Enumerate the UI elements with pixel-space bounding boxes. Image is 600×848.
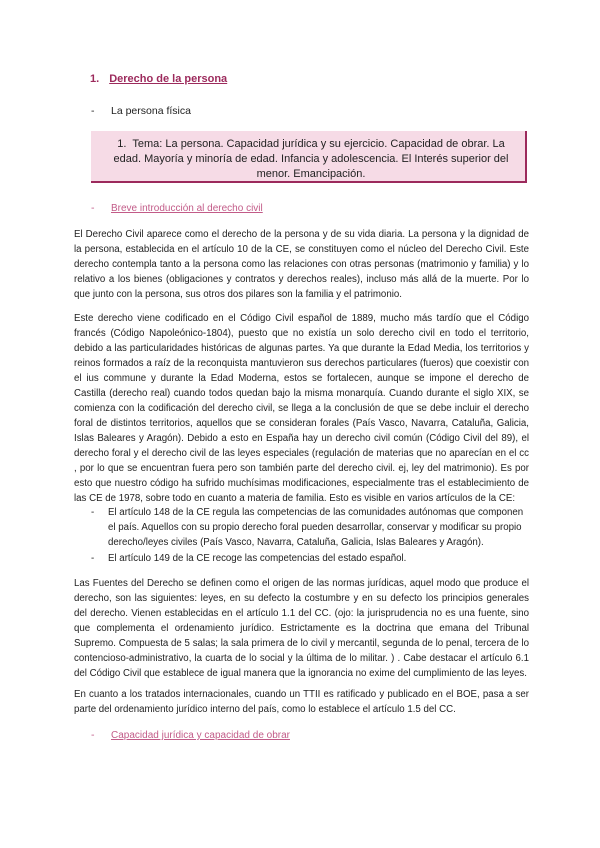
paragraph-4: En cuanto a los tratados internacionales, cuando un TTII es ratificado y publicado en el BOE, pasa a ser parte del ordenamiento jurídico interno del país, como lo establece el artículo 1.5 del CC. (74, 689, 529, 715)
list-item-text: El artículo 148 de la CE regula las competencias de las comunidades autónomas que componen el país. Aquellos con su propio derecho foral pueden desarrollar, conservar y modificar su propio derecho/leyes civiles (País Vasco, Navarra, Cataluña, Galicia, Islas Baleares y Aragón). (108, 507, 524, 548)
capacity-link-line (91, 729, 290, 741)
section-heading (90, 73, 227, 85)
dash-marker: - (91, 553, 95, 564)
list-item-text: El artículo 149 de la CE recoge las competencias del estado español. (108, 553, 407, 564)
dash-marker: - (91, 202, 95, 214)
intro-link-line (91, 202, 263, 214)
list-item (91, 551, 531, 566)
subheading-text: La persona física (111, 105, 191, 117)
list-item (91, 505, 531, 550)
dash-marker: - (91, 507, 95, 518)
topic-number: 1. (117, 138, 127, 150)
subheading (91, 105, 191, 117)
section-title: Derecho de la persona (109, 73, 228, 85)
paragraph-3: Las Fuentes del Derecho se definen como el origen de las normas jurídicas, aquel modo que produce el derecho, son las siguientes: leyes, en su defecto la costumbre y en su defecto los principios generales del derecho. Vienen establecidas en el artículo 1.1 del CC. (ojo: la jurisprudencia no es una fuente, sino que complementa el ordenamiento jurídico. Estrictamente es la doctrina que emana del Tribunal Supremo. Compuesta de 5 salas; la sala primera de lo civil y mercantil, segunda de lo penal, tercera de lo contencioso-administrativo, la cuarta de lo social y la última de lo militar. ) . Cabe destacar el artículo 6.1 del Código Civil que establece de igual manera que la ignorancia no exime del cumplimiento de las leyes. (74, 578, 529, 679)
section-number: 1. (90, 73, 100, 85)
dash-marker: - (91, 729, 95, 741)
capacity-link[interactable]: Capacidad jurídica y capacidad de obrar (111, 730, 290, 741)
bullet-list (91, 505, 531, 567)
topic-text: Tema: La persona. Capacidad jurídica y su ejercicio. Capacidad de obrar. La edad. Mayoría y minoría de edad. Infancia y adolescencia. El Interés superior del menor. Emancipación. (113, 138, 509, 180)
intro-link[interactable]: Breve introducción al derecho civil (111, 203, 263, 214)
paragraph-2: Este derecho viene codificado en el Código Civil español de 1889, mucho más tardío que el Código francés (Código Napoleónico-1804), puesto que no existía un solo derecho civil en todo el territorio, debido a las particularidades históricas de algunas partes. Ya que durante la Edad Media, los territorios y reinos formados a raíz de la reconquista mantuvieron sus derechos particulares (fueros) que coexistir con el ius commune y durante la Edad Moderna, estos se fortalecen, aunque se impone el derecho de Castilla (derecho real) cuando todos quedan bajo la misma monarquía. Cuando durante el siglo XIX, se comienza con la codificación del derecho civil, se llega a la conclusión de que se debe incluir el derecho foral de distintos territorios, aquellos que se consideran forales (País Vasco, Navarra, Cataluña, Galicia, Islas Baleares y Aragón). Debido a esto en España hay un derecho civil común (Código Civil del 89), el derecho foral y el derecho civil de las leyes especiales (regulación de materias que no aparecían en el cc , por lo que se encuentran fuera pero son también parte del derecho civil. ej, ley del matrimonio). Es por esto que nuestro código ha sufrido muchísimas modificaciones, especialmente tras el establecimiento de las CE de 1978, sobre todo en cuanto a materia de familia. Esto es visible en varios artículos de la CE: (74, 313, 529, 504)
topic-box (91, 131, 527, 183)
dash-marker: - (91, 105, 95, 117)
paragraph-1: El Derecho Civil aparece como el derecho de la persona y de su vida diaria. La persona y la dignidad de la persona, establecida en el artículo 10 de la CE, se constituyen como el núcleo del Derecho Civil. Este derecho contempla tanto a la persona como las relaciones con otras personas (matrimonio y familia) y lo relativo a los bienes (obligaciones y contratos y derechos reales), incluso más allá de la muerte. Por lo que junto con la persona, sus otros dos pilares son la familia y el patrimonio. (74, 229, 529, 300)
